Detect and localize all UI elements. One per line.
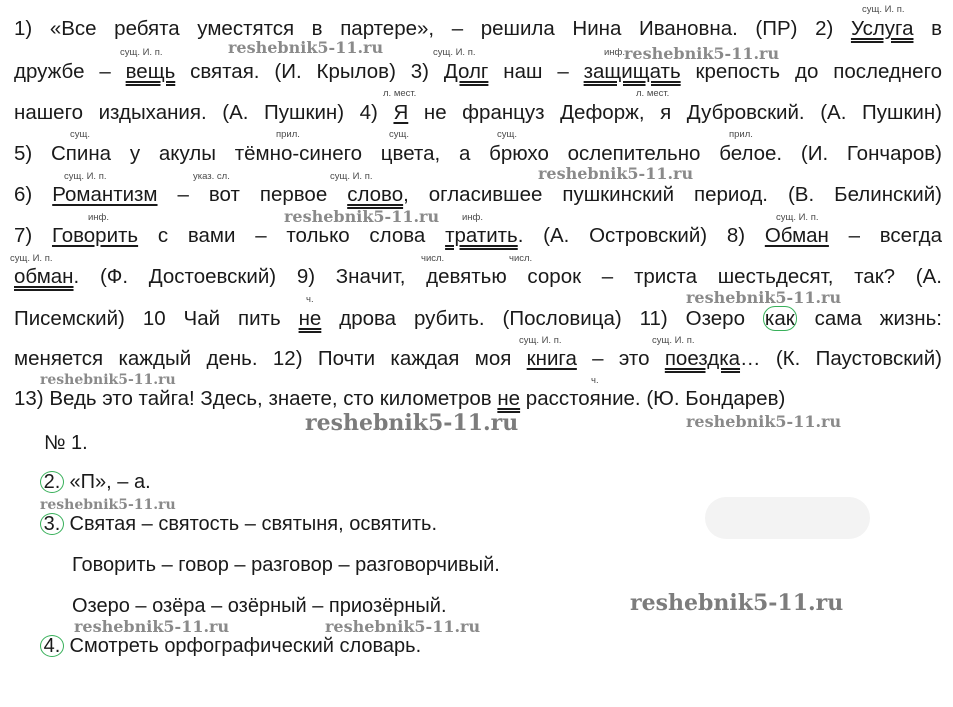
predicate-word: защищать xyxy=(583,60,681,83)
grammar-label: сущ. И. п. xyxy=(330,171,373,182)
watermark: reshebnik5-11.ru xyxy=(40,372,176,388)
predicate-word: слово xyxy=(347,183,404,206)
grammar-label: л. мест. xyxy=(383,88,417,99)
circled-number: 2. xyxy=(40,471,64,493)
subject-word: Говорить xyxy=(51,224,139,247)
answer-3-line-2: Говорить – говор – разговор – разговорчивый. xyxy=(72,554,500,576)
answer-3-line-3: Озеро – озёра – озёрный – приозёрный. xyxy=(72,595,447,617)
grammar-label: сущ. xyxy=(389,129,409,140)
watermark: reshebnik5-11.ru xyxy=(686,412,842,431)
grammar-label: инф. xyxy=(462,212,484,223)
grammar-label: сущ. И. п. xyxy=(776,212,819,223)
watermark: reshebnik5-11.ru xyxy=(630,590,844,616)
grammar-label: инф. xyxy=(88,212,110,223)
answer-3: 3. Святая – святость – святыня, освятить. xyxy=(44,512,437,536)
watermark: reshebnik5-11.ru xyxy=(538,164,694,183)
watermark: reshebnik5-11.ru xyxy=(74,617,230,636)
subject-word: Я xyxy=(393,101,409,124)
circled-word: как xyxy=(764,307,795,330)
particle-word: не xyxy=(298,307,322,330)
text-line-8: Писемский) 10 Чай пить не дрова рубить. (Пословица) 11) Озеро как сама жизнь: xyxy=(14,307,942,330)
grammar-label: числ. xyxy=(421,253,445,264)
text-line-9: меняется каждый день. 12) Почти каждая моя книга – это поездка… (К. Паустовский) xyxy=(14,347,942,370)
subject-word: Долг xyxy=(443,60,489,83)
particle-word: не xyxy=(497,387,521,410)
watermark: reshebnik5-11.ru xyxy=(325,617,481,636)
text-line-2: дружбе – вещь святая. (И. Крылов) 3) Долг наш – защищать крепость до последнего xyxy=(14,60,943,83)
answer-4: 4. Смотреть орфографический словарь. xyxy=(44,634,421,658)
watermark: reshebnik5-11.ru xyxy=(305,410,519,436)
text-line-6: 7) Говорить с вами – только слова тратить. (А. Островский) 8) Обман – всегда xyxy=(14,224,943,247)
text-line-7: обман. (Ф. Достоевский) 9) Значит, девятью сорок – триста шестьдесят, так? (А. xyxy=(14,265,942,288)
predicate-word: вещь xyxy=(125,60,176,83)
grammar-label: сущ. И. п. xyxy=(652,335,695,346)
text-line-3: нашего издыхания. (А. Пушкин) 4) Я не француз Дефорж, я Дубровский. (А. Пушкин) xyxy=(14,101,943,124)
predicate-word: поездка xyxy=(664,347,741,370)
text-line-1: 1) «Все ребята уместятся в партере», – решила Нина Ивановна. (ПР) 2) Услуга в xyxy=(14,17,942,40)
grammar-label: сущ. И. п. xyxy=(433,47,476,58)
subject-word: Услуга xyxy=(850,17,914,40)
grammar-label: сущ. И. п. xyxy=(64,171,107,182)
grammar-label: сущ. И. п. xyxy=(120,47,163,58)
subject-word: Романтизм xyxy=(52,183,158,206)
answer-2: 2. «П», – а. xyxy=(44,470,151,494)
faded-watermark-patch xyxy=(705,497,870,539)
text-line-4: 5) Спина у акулы тёмно-синего цвета, а брюхо ослепительно белое. (И. Гончаров) xyxy=(14,142,942,165)
grammar-label: числ. xyxy=(509,253,533,264)
answer-heading: № 1. xyxy=(44,432,88,454)
watermark: reshebnik5-11.ru xyxy=(624,44,780,63)
grammar-label: ч. xyxy=(591,375,599,386)
grammar-label: сущ. И. п. xyxy=(10,253,53,264)
watermark: reshebnik5-11.ru xyxy=(686,288,842,307)
circled-number: 3. xyxy=(40,513,64,535)
grammar-label: л. мест. xyxy=(636,88,670,99)
grammar-label: сущ. И. п. xyxy=(519,335,562,346)
subject-word: книга xyxy=(526,347,577,370)
grammar-label: прил. xyxy=(276,129,300,140)
subject-word: Обман xyxy=(764,224,829,247)
text-line-10: 13) Ведь это тайга! Здесь, знаете, сто километров не расстояние. (Ю. Бондарев) xyxy=(14,387,786,410)
circled-number: 4. xyxy=(40,635,64,657)
grammar-label: указ. сл. xyxy=(193,171,230,182)
grammar-label: инф. xyxy=(604,47,626,58)
predicate-word: обман xyxy=(14,265,74,288)
grammar-label: сущ. xyxy=(497,129,517,140)
watermark: reshebnik5-11.ru xyxy=(228,38,384,57)
grammar-label: сущ. И. п. xyxy=(862,4,905,15)
text-line-5: 6) Романтизм – вот первое слово, огласившее пушкинский период. (В. Белинский) xyxy=(14,183,942,206)
predicate-word: тратить xyxy=(445,224,518,247)
grammar-label: ч. xyxy=(306,294,314,305)
grammar-label: прил. xyxy=(729,129,753,140)
watermark: reshebnik5-11.ru xyxy=(40,497,176,513)
grammar-label: сущ. xyxy=(70,129,90,140)
watermark: reshebnik5-11.ru xyxy=(284,207,440,226)
